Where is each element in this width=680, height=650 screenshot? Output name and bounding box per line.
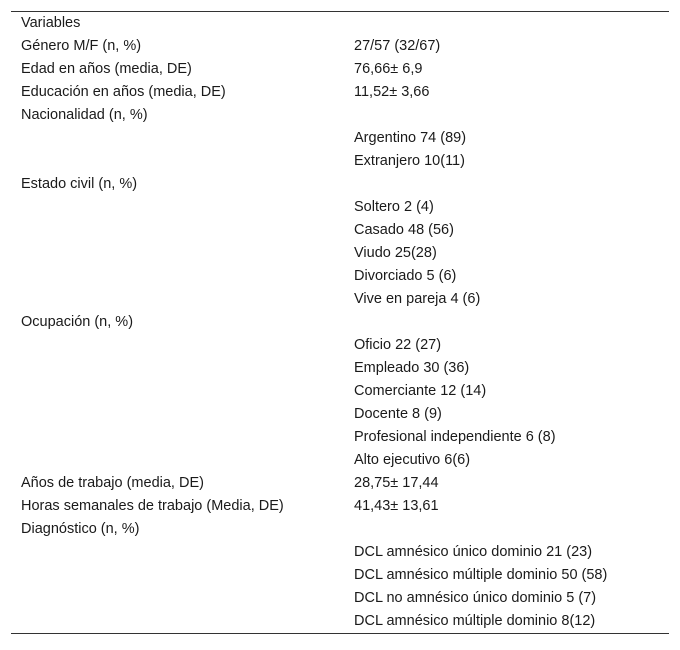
demographics-table (11, 12, 669, 633)
row-value: Viudo 25(28) (354, 245, 437, 261)
row-value: DCL amnésico múltiple dominio 50 (58) (354, 567, 608, 583)
table-row (11, 265, 669, 288)
row-label (11, 610, 344, 633)
row-label: Diagnóstico (n, %) (21, 521, 140, 537)
row-label (11, 334, 344, 357)
table-row (11, 81, 669, 104)
row-label (11, 357, 344, 380)
row-value (344, 104, 669, 127)
row-value: 11,52± 3,66 (354, 84, 430, 100)
row-value: Alto ejecutivo 6(6) (354, 452, 471, 468)
row-label (11, 219, 344, 242)
row-value: 76,66± 6,9 (354, 61, 423, 77)
table-row (11, 150, 669, 173)
table-row (11, 127, 669, 150)
row-label (11, 288, 344, 311)
table-row (11, 219, 669, 242)
row-label: Horas semanales de trabajo (Media, DE) (21, 498, 284, 514)
table-row (11, 449, 669, 472)
table-row (11, 58, 669, 81)
row-label (11, 380, 344, 403)
table-row (11, 104, 669, 127)
row-label: Variables (21, 15, 81, 31)
row-label: Edad en años (media, DE) (21, 61, 192, 77)
table-row (11, 35, 669, 58)
table-row (11, 311, 669, 334)
table-row (11, 242, 669, 265)
row-label (11, 196, 344, 219)
table-row (11, 472, 669, 495)
row-label: Estado civil (n, %) (21, 176, 138, 192)
row-value: 41,43± 13,61 (354, 498, 439, 514)
table-row (11, 12, 669, 35)
row-label: Ocupación (n, %) (21, 314, 134, 330)
table-row (11, 495, 669, 518)
table-row (11, 610, 669, 633)
row-value: Profesional independiente 6 (8) (354, 429, 556, 445)
table-row (11, 173, 669, 196)
table-row (11, 426, 669, 449)
row-label: Género M/F (n, %) (21, 38, 142, 54)
row-value: Vive en pareja 4 (6) (354, 291, 481, 307)
row-label (11, 150, 344, 173)
row-value (344, 311, 669, 334)
row-label (11, 127, 344, 150)
row-value: Soltero 2 (4) (354, 199, 434, 215)
row-value: DCL no amnésico único dominio 5 (7) (354, 590, 597, 606)
table-row (11, 288, 669, 311)
row-label: Nacionalidad (n, %) (21, 107, 148, 123)
table-body (11, 12, 669, 633)
row-value: Extranjero 10(11) (354, 153, 465, 169)
row-value (344, 518, 669, 541)
row-label (11, 449, 344, 472)
table-row (11, 334, 669, 357)
row-value (344, 12, 669, 35)
row-label (11, 403, 344, 426)
row-value: Divorciado 5 (6) (354, 268, 457, 284)
table-row (11, 380, 669, 403)
table-row (11, 357, 669, 380)
row-value: DCL amnésico múltiple dominio 8(12) (354, 613, 596, 629)
row-value: Docente 8 (9) (354, 406, 442, 422)
table-row (11, 518, 669, 541)
row-label (11, 587, 344, 610)
row-label (11, 265, 344, 288)
row-label (11, 564, 344, 587)
row-value: Comerciante 12 (14) (354, 383, 487, 399)
row-label (11, 242, 344, 265)
table-row (11, 403, 669, 426)
row-label (11, 541, 344, 564)
row-value: Argentino 74 (89) (354, 130, 467, 146)
row-label (11, 426, 344, 449)
row-value: Empleado 30 (36) (354, 360, 470, 376)
row-value: Casado 48 (56) (354, 222, 454, 238)
row-label: Educación en años (media, DE) (21, 84, 226, 100)
row-value (344, 173, 669, 196)
table-row (11, 587, 669, 610)
row-value: Oficio 22 (27) (354, 337, 442, 353)
table-row (11, 564, 669, 587)
row-value: 28,75± 17,44 (354, 475, 439, 491)
row-label: Años de trabajo (media, DE) (21, 475, 204, 491)
demographics-table-container (11, 11, 669, 634)
row-value: DCL amnésico único dominio 21 (23) (354, 544, 593, 560)
table-row (11, 196, 669, 219)
table-row (11, 541, 669, 564)
row-value: 27/57 (32/67) (354, 38, 441, 54)
